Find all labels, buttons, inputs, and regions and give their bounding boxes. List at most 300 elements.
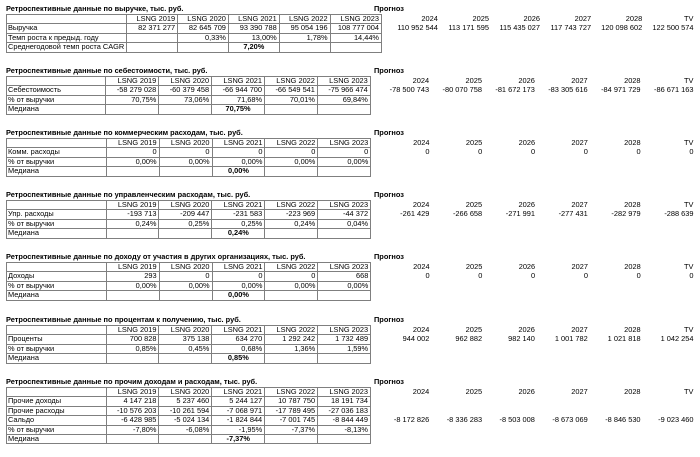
table-cell: 0,00% (106, 281, 159, 290)
forecast-cell: 0 (425, 147, 430, 157)
gap-cell (370, 105, 378, 114)
gap-cell (371, 219, 379, 228)
gap-cell (371, 263, 379, 272)
header-cell: LSNG 2021 (212, 326, 265, 335)
table-cell (431, 354, 484, 363)
forecast-cell (590, 344, 643, 353)
table-cell: 0,00% (318, 281, 371, 290)
forecast-cell (643, 95, 696, 104)
header-cell: 2025 (465, 262, 483, 271)
data-table (6, 14, 696, 53)
forecast-cell (590, 95, 643, 104)
forecast-cell: -81 672 173 (495, 85, 535, 95)
summary-value: 0,00% (212, 291, 265, 300)
table-cell (537, 167, 590, 176)
forecast-cell (431, 219, 484, 228)
forecast-cell: -83 305 616 (548, 85, 588, 95)
forecast-cell: 0 (636, 147, 641, 157)
table-cell: -223 969 (265, 210, 318, 219)
table-cell (159, 291, 212, 300)
forecast-cell: 0 (689, 147, 694, 157)
table-cell: 69,84% (317, 95, 370, 104)
forecast-cell: -266 658 (452, 209, 483, 219)
header-cell (7, 326, 107, 335)
forecast-cell (431, 95, 484, 104)
forecast-cell (379, 281, 432, 290)
table-cell: 0,45% (159, 344, 212, 353)
forecast-cell (491, 33, 542, 42)
table-cell: 13,00% (228, 33, 279, 42)
header-cell: 2024 (412, 387, 430, 396)
table-cell: -7 068 971 (212, 406, 265, 415)
row-label: % от выручки (7, 219, 107, 228)
forecast-cell (590, 219, 643, 228)
forecast-cell (484, 95, 537, 104)
gap-cell (370, 77, 378, 86)
table-cell: -7 001 745 (265, 416, 318, 425)
table-row (7, 354, 696, 363)
row-label: % от выручки (7, 425, 107, 434)
table-cell (484, 435, 537, 444)
forecast-cell (643, 219, 696, 228)
gap-cell (370, 95, 378, 104)
forecast-cell: 1 001 782 (554, 334, 588, 344)
table-cell (590, 291, 643, 300)
forecast-cell (484, 425, 537, 434)
table-cell (537, 435, 590, 444)
data-table (6, 262, 696, 301)
table-cell (432, 167, 485, 176)
table-cell: 634 270 (212, 335, 265, 344)
table-row (7, 86, 696, 95)
section-title: Ретроспективные данные по себестоимости, тыс. руб. (6, 66, 208, 75)
header-row (7, 326, 696, 335)
header-cell: LSNG 2020 (159, 77, 212, 86)
data-table (6, 76, 696, 115)
header-cell: LSNG 2020 (159, 326, 212, 335)
header-cell: LSNG 2022 (265, 263, 318, 272)
forecast-cell (643, 406, 696, 415)
table-cell: 10 787 750 (265, 397, 318, 406)
gap-cell (371, 229, 379, 238)
header-cell: LSNG 2020 (159, 139, 212, 148)
header-cell: 2027 (571, 200, 588, 209)
table-cell (159, 105, 212, 114)
table-cell (159, 354, 212, 363)
header-cell: TV (684, 325, 694, 334)
header-cell: LSNG 2023 (318, 326, 371, 335)
gap-cell (371, 167, 379, 176)
table-cell: 5 244 127 (212, 397, 265, 406)
header-cell: 2025 (465, 138, 483, 147)
table-cell: -66 549 541 (265, 86, 318, 95)
table-cell: 0,00% (159, 157, 212, 166)
table-row (7, 229, 696, 238)
table-cell (643, 291, 696, 300)
table-cell: 0 (265, 272, 318, 281)
header-cell: LSNG 2022 (265, 201, 318, 210)
header-cell: 2027 (571, 76, 588, 85)
table-cell (431, 229, 484, 238)
table-cell: 1,36% (265, 344, 318, 353)
header-cell: LSNG 2019 (106, 139, 159, 148)
table-cell (159, 435, 212, 444)
header-cell: LSNG 2021 (228, 15, 279, 24)
forecast-cell (379, 219, 432, 228)
table-cell (159, 229, 212, 238)
row-label: Себестоимость (7, 86, 106, 95)
header-cell: LSNG 2019 (106, 263, 159, 272)
table-cell: 93 390 788 (228, 24, 279, 33)
forecast-cell (484, 406, 537, 415)
header-cell: LSNG 2021 (212, 388, 265, 397)
table-cell (537, 354, 590, 363)
header-cell: LSNG 2023 (318, 388, 371, 397)
forecast-cell (542, 33, 593, 42)
forecast-cell (590, 397, 643, 406)
table-cell (127, 33, 178, 42)
table-cell (330, 43, 381, 52)
table-row (7, 43, 696, 52)
table-cell (431, 435, 484, 444)
header-cell: 2024 (413, 262, 430, 271)
row-label: % от выручки (7, 281, 107, 290)
forecast-cell (378, 425, 431, 434)
table-cell (318, 167, 371, 176)
header-cell: TV (684, 262, 694, 271)
forecast-cell (432, 157, 485, 166)
gap-cell (371, 210, 379, 219)
table-cell: 0 (265, 148, 318, 157)
table-cell: 70,75% (106, 95, 159, 104)
header-cell: LSNG 2020 (159, 263, 212, 272)
header-cell: 2028 (624, 387, 641, 396)
header-cell: LSNG 2021 (212, 201, 265, 210)
row-label: Медиана (7, 167, 107, 176)
forecast-cell: 1 042 254 (660, 334, 694, 344)
data-table (6, 200, 696, 239)
gap-cell (371, 139, 379, 148)
table-cell: -7,80% (106, 425, 159, 434)
forecast-cell (431, 397, 484, 406)
gap-cell (382, 43, 389, 52)
header-cell: LSNG 2019 (106, 77, 159, 86)
table-cell (484, 229, 537, 238)
table-cell: 73,06% (159, 95, 212, 104)
header-cell: 2026 (518, 76, 535, 85)
table-cell (318, 229, 371, 238)
header-row (7, 263, 696, 272)
gap-cell (370, 397, 378, 406)
header-cell: LSNG 2023 (330, 15, 381, 24)
table-cell: -75 966 474 (317, 86, 370, 95)
forecast-cell: -78 500 743 (389, 85, 430, 95)
table-cell: 0,00% (159, 281, 212, 290)
row-label: Комм. расходы (7, 148, 107, 157)
table-cell (537, 105, 590, 114)
table-cell (537, 291, 590, 300)
table-cell: 18 191 734 (318, 397, 371, 406)
table-cell: 0 (212, 148, 265, 157)
header-cell: LSNG 2019 (127, 15, 178, 24)
header-cell: 2027 (571, 262, 588, 271)
forecast-cell: 113 171 595 (448, 23, 489, 33)
table-cell: -5 024 134 (159, 416, 212, 425)
table-cell (643, 229, 696, 238)
forecast-cell: -86 671 163 (654, 85, 694, 95)
forecast-label: Прогноз (374, 377, 404, 386)
header-cell: TV (684, 387, 694, 396)
table-cell: 1 732 489 (318, 335, 371, 344)
summary-value: -7,37% (212, 435, 265, 444)
table-cell: 0,00% (318, 157, 371, 166)
header-cell: 2028 (624, 262, 641, 271)
gap-cell (370, 388, 378, 397)
data-table (6, 138, 696, 177)
forecast-cell (378, 406, 431, 415)
table-cell: 0,85% (106, 344, 159, 353)
table-cell (127, 43, 178, 52)
table-cell: 0,00% (212, 157, 265, 166)
table-cell: 0,25% (212, 219, 265, 228)
table-cell (318, 291, 371, 300)
table-row (7, 95, 696, 104)
table-cell (265, 229, 318, 238)
gap-cell (371, 281, 379, 290)
forecast-cell (644, 33, 695, 42)
forecast-cell: -261 429 (400, 209, 430, 219)
table-cell: -1 824 844 (212, 416, 265, 425)
header-cell (7, 201, 107, 210)
row-label: % от выручки (7, 95, 106, 104)
gap-cell (371, 201, 379, 210)
table-cell (590, 435, 643, 444)
section-title: Ретроспективные данные по процентам к получению, тыс. руб. (6, 315, 241, 324)
header-cell: LSNG 2021 (212, 77, 265, 86)
forecast-cell: -282 979 (611, 209, 641, 219)
header-cell: LSNG 2020 (159, 201, 212, 210)
summary-value: 0,85% (212, 354, 265, 363)
table-cell: 95 054 196 (279, 24, 330, 33)
table-cell (106, 435, 159, 444)
forecast-cell (484, 157, 537, 166)
table-cell: -44 372 (318, 210, 371, 219)
forecast-cell (537, 219, 590, 228)
section-title: Ретроспективные данные по доходу от участия в других организациях, тыс. руб. (6, 252, 306, 261)
table-row (7, 406, 696, 415)
header-cell: 2026 (518, 325, 535, 334)
row-label: Медиана (7, 291, 107, 300)
table-row (7, 105, 696, 114)
row-label: % от выручки (7, 344, 107, 353)
header-cell (7, 77, 106, 86)
table-cell (265, 354, 318, 363)
header-cell: 2024 (412, 200, 430, 209)
forecast-cell (431, 344, 484, 353)
header-cell: 2024 (412, 325, 430, 334)
row-label: Медиана (7, 435, 107, 444)
forecast-cell (389, 33, 440, 42)
forecast-cell: 120 098 602 (601, 23, 643, 33)
forecast-cell (643, 397, 696, 406)
forecast-cell: -80 070 758 (442, 85, 482, 95)
table-cell (106, 105, 159, 114)
header-cell: 2024 (421, 14, 438, 23)
header-cell: LSNG 2020 (159, 388, 212, 397)
gap-cell (370, 406, 378, 415)
forecast-cell (643, 157, 696, 166)
table-cell: 14,44% (330, 33, 381, 42)
table-cell: 1,78% (279, 33, 330, 42)
table-cell: 82 645 709 (178, 24, 229, 33)
table-cell: -209 447 (159, 210, 212, 219)
row-label: Среднегодовой темп роста CAGR (7, 43, 127, 52)
header-cell (7, 263, 107, 272)
header-cell: 2025 (472, 14, 489, 23)
forecast-cell (440, 33, 491, 42)
row-label: Доходы (7, 272, 107, 281)
table-cell: -17 789 495 (265, 406, 318, 415)
table-cell: 1,59% (318, 344, 371, 353)
table-cell (265, 167, 318, 176)
table-cell: 0,00% (212, 281, 265, 290)
table-row (7, 344, 696, 353)
table-cell (432, 291, 485, 300)
forecast-cell: 0 (425, 271, 430, 281)
forecast-cell: -8 172 826 (393, 415, 430, 425)
forecast-cell (593, 33, 644, 42)
table-cell: 0 (318, 148, 371, 157)
header-cell: LSNG 2023 (318, 201, 371, 210)
table-cell: 700 828 (106, 335, 159, 344)
table-row (7, 167, 696, 176)
section-title: Ретроспективные данные по выручке, тыс. руб. (6, 4, 184, 13)
row-label: Прочие доходы (7, 397, 107, 406)
gap-cell (371, 148, 379, 157)
gap-cell (370, 425, 378, 434)
header-cell: LSNG 2022 (265, 388, 318, 397)
header-cell: LSNG 2020 (178, 15, 229, 24)
header-cell: LSNG 2023 (317, 77, 370, 86)
table-cell: 0 (159, 148, 212, 157)
row-label: Медиана (7, 354, 107, 363)
header-cell: 2027 (571, 387, 588, 396)
forecast-cell (537, 425, 590, 434)
table-cell (318, 354, 371, 363)
table-cell (265, 291, 318, 300)
forecast-cell: 944 002 (402, 334, 430, 344)
forecast-cell: 115 435 027 (499, 23, 540, 33)
data-table (6, 325, 696, 364)
summary-value: 0,24% (212, 229, 265, 238)
header-cell: 2027 (571, 138, 588, 147)
table-cell: 0,25% (159, 219, 212, 228)
header-cell: 2026 (518, 200, 535, 209)
gap-cell (371, 335, 379, 344)
header-cell (7, 139, 107, 148)
forecast-cell (590, 425, 643, 434)
header-cell: 2028 (624, 325, 641, 334)
table-cell: 0,24% (106, 219, 159, 228)
header-cell: 2026 (518, 138, 536, 147)
table-cell: 71,68% (212, 95, 265, 104)
table-cell (379, 167, 432, 176)
gap-cell (382, 33, 389, 42)
table-cell (317, 105, 370, 114)
table-cell (643, 354, 696, 363)
table-cell: 0,68% (212, 344, 265, 353)
table-cell (318, 435, 371, 444)
forecast-cell: -9 023 460 (658, 415, 694, 425)
table-row (7, 24, 696, 33)
forecast-cell (537, 406, 590, 415)
table-cell (644, 43, 695, 52)
header-cell (7, 15, 127, 24)
forecast-cell (484, 344, 537, 353)
table-row (7, 435, 696, 444)
forecast-cell: 982 140 (508, 334, 535, 344)
header-cell: 2024 (412, 76, 430, 85)
table-cell (484, 354, 537, 363)
row-label: % от выручки (7, 157, 107, 166)
summary-value: 70,75% (212, 105, 265, 114)
table-cell (178, 43, 229, 52)
forecast-cell (537, 95, 590, 104)
gap-cell (371, 344, 379, 353)
table-cell: -58 279 028 (106, 86, 159, 95)
table-cell (265, 435, 318, 444)
header-cell: 2025 (465, 200, 483, 209)
table-cell: 0 (212, 272, 265, 281)
table-cell (590, 105, 643, 114)
table-cell (590, 229, 643, 238)
table-cell: 0,00% (106, 157, 159, 166)
forecast-cell: 0 (636, 271, 641, 281)
summary-value: 0,00% (212, 167, 265, 176)
table-cell (593, 43, 644, 52)
header-cell: LSNG 2019 (106, 201, 159, 210)
row-label: Медиана (7, 105, 106, 114)
table-cell: -1,95% (212, 425, 265, 434)
forecast-cell: 117 743 727 (550, 23, 592, 33)
table-cell (379, 291, 432, 300)
header-cell: 2028 (625, 14, 643, 23)
header-cell: LSNG 2023 (318, 139, 371, 148)
row-label: Выручка (7, 24, 127, 33)
row-label: Темп роста к предыд. году (7, 33, 127, 42)
summary-value: 7,20% (228, 43, 279, 52)
header-cell: 2028 (624, 76, 641, 85)
header-row (7, 201, 696, 210)
row-label: Проценты (7, 335, 107, 344)
table-row (7, 425, 696, 434)
table-cell (491, 43, 542, 52)
header-cell: 2026 (523, 14, 540, 23)
table-row (7, 33, 696, 42)
table-cell: 293 (106, 272, 159, 281)
table-cell (440, 43, 491, 52)
table-cell (106, 291, 159, 300)
forecast-cell: -8 673 069 (552, 415, 588, 425)
header-cell: TV (684, 200, 694, 209)
header-cell: LSNG 2022 (265, 77, 318, 86)
table-cell: 0 (159, 272, 212, 281)
table-cell: -8 844 449 (318, 416, 371, 425)
table-row (7, 416, 696, 425)
header-cell: TV (684, 14, 694, 23)
header-cell: 2028 (624, 200, 641, 209)
table-row (7, 335, 696, 344)
